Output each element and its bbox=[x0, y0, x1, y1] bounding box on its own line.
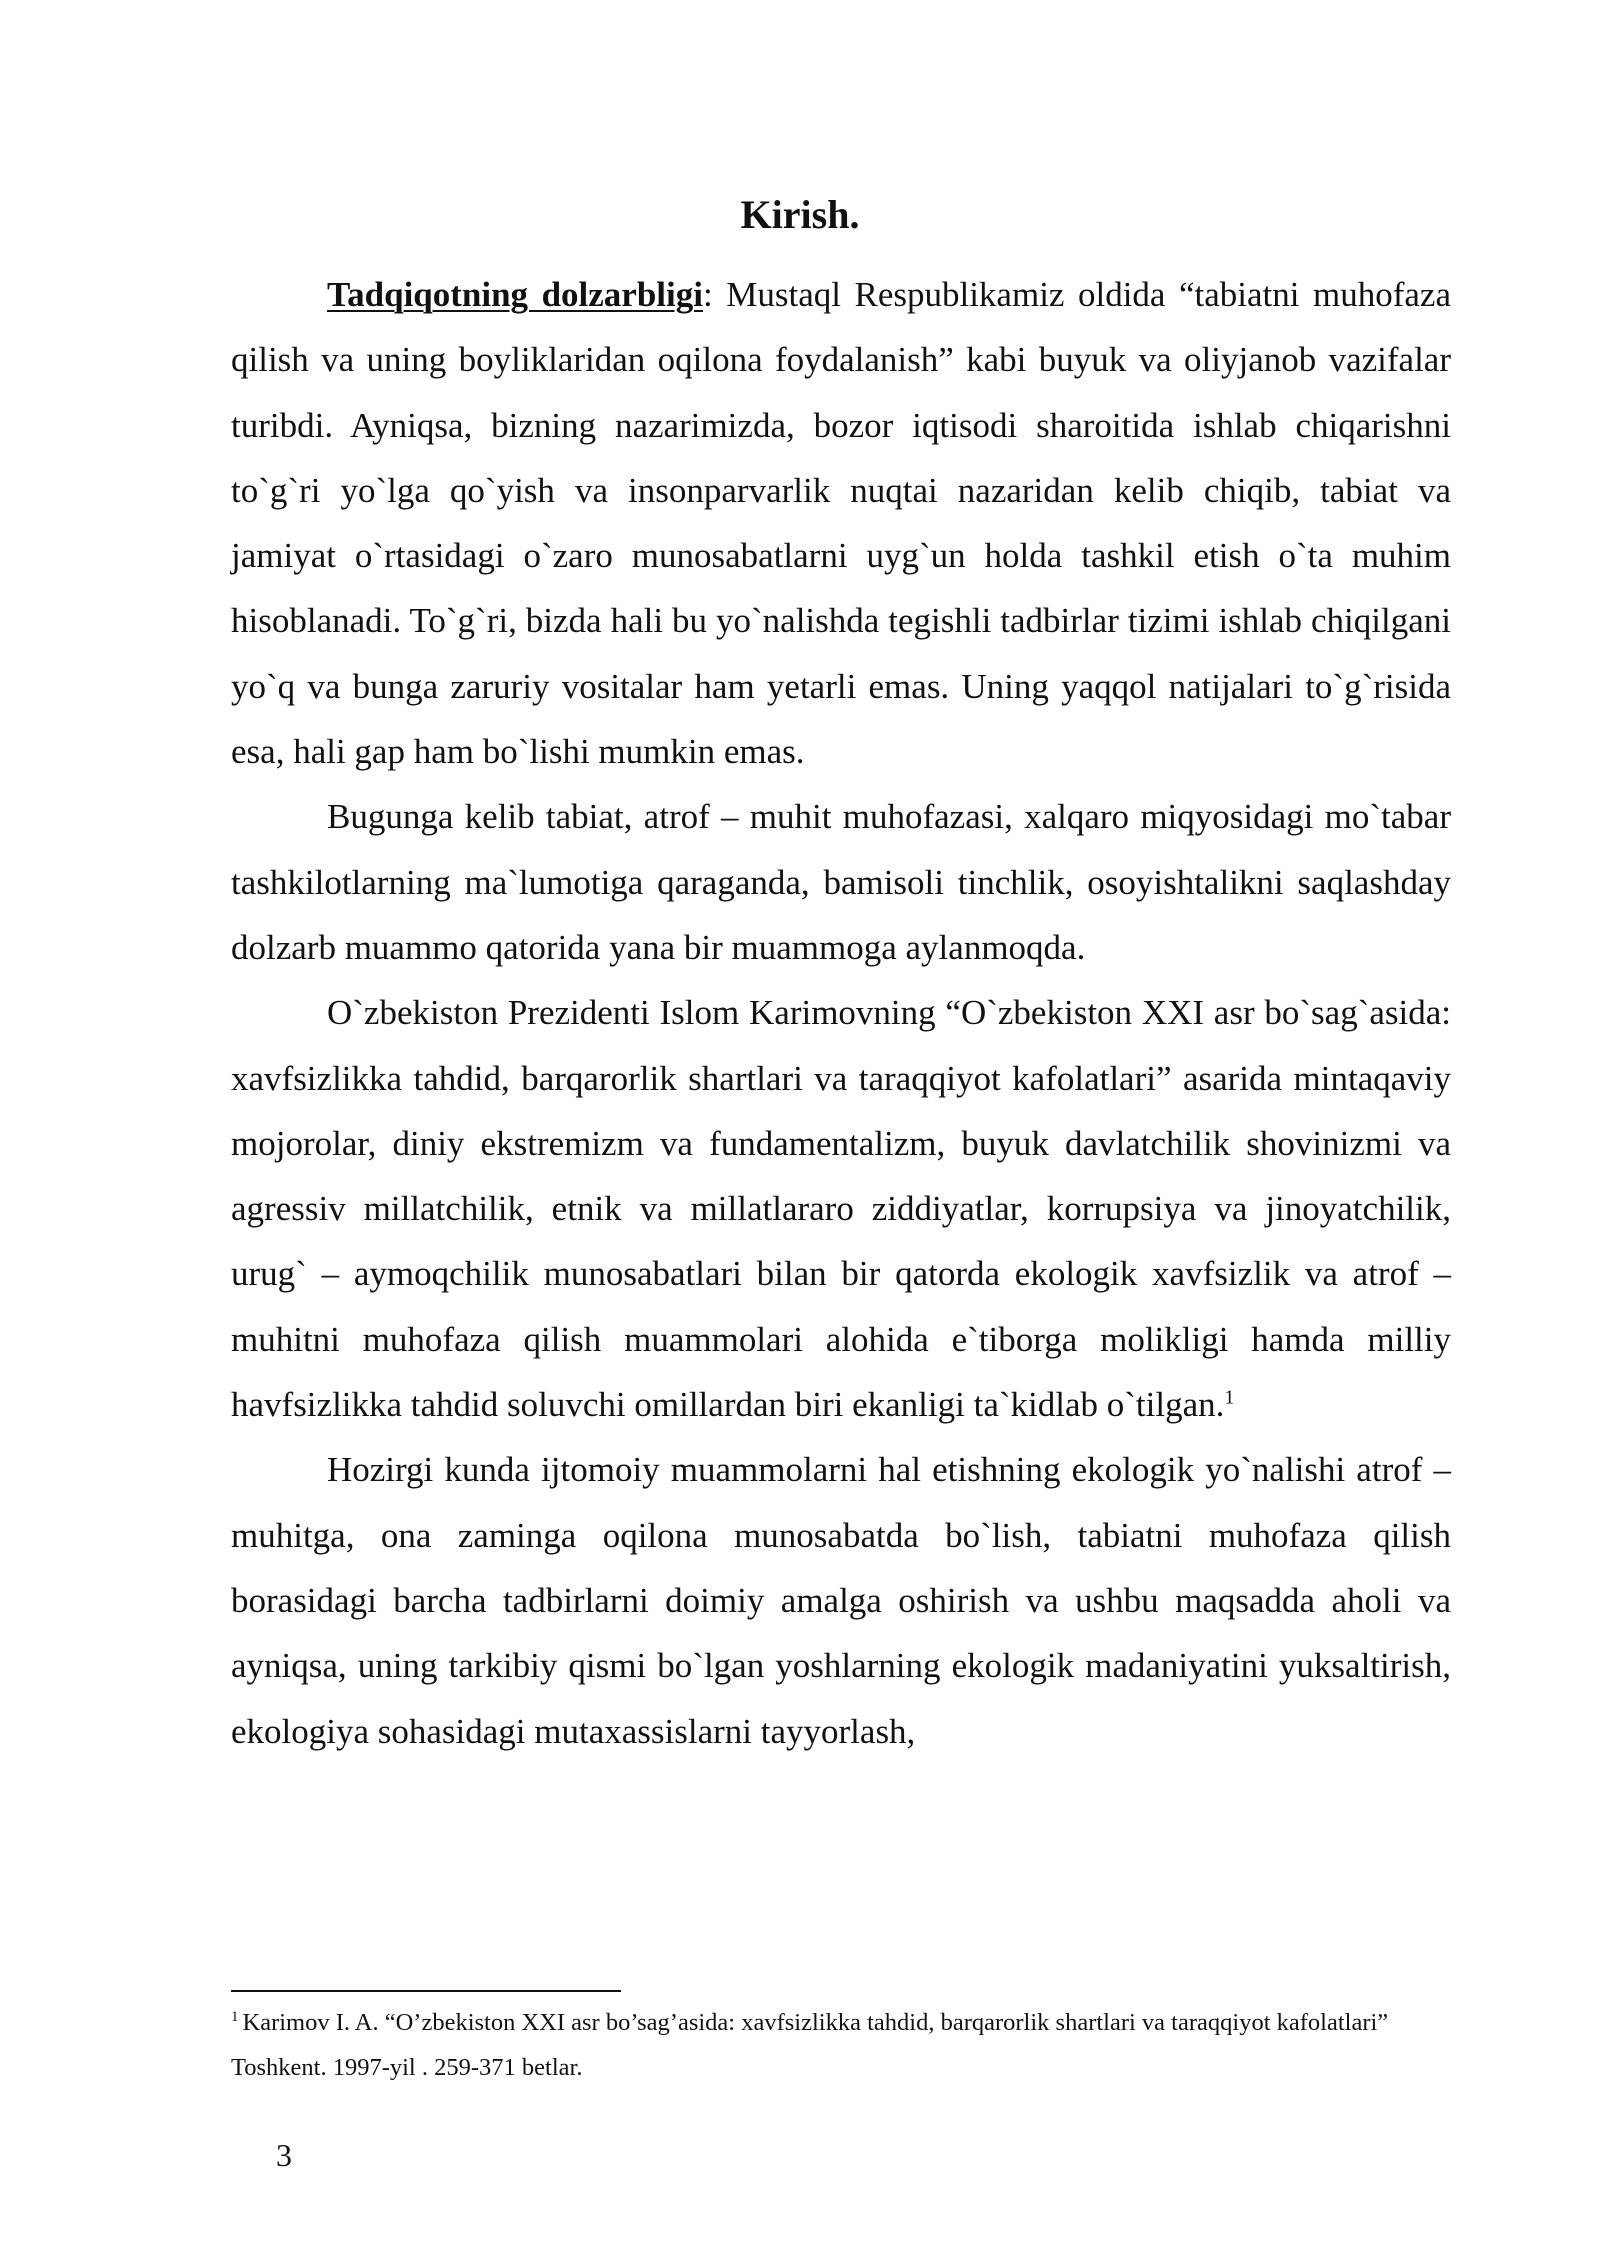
body-text bbox=[231, 262, 1451, 1764]
paragraph-text: Hozirgi kunda ijtomoiy muammolarni hal etishning ekologik yo`nalishi atrof – muhitga, ona zaminga oqilona munosabatda bo`lish, tabiatni muhofaza qilish borasidagi barcha tadbirlarni doimiy amalga oshirish va ushbu maqsadda aholi va ayniqsa, uning tarkibiy qismi bo`lgan yoshlarning ekologik madaniyatini yuksaltirish, ekologiya sohasidagi mutaxassislarni tayyorlash, bbox=[231, 1450, 1451, 1751]
paragraph-relevance bbox=[231, 262, 1451, 784]
relevance-heading-colon: : bbox=[702, 275, 713, 314]
paragraph-text: O`zbekiston Prezidenti Islom Karimovning “O`zbekiston XXI asr bo`sag`asida: xavfsizlikka tahdid, barqarorlik shartlari va taraqqiyot kafolatlari” asarida mintaqaviy mojorolar, diniy ekstremizm va fundamentalizm, buyuk davlatchilik shovinizmi va agressiv millatchilik, etnik va millatlararo ziddiyatlar, korrupsiya va jinoyatchilik, urug` – aymoqchilik munosabatlari bilan bir qatorda ekologik xavfsizlik va atrof – muhitni muhofaza qilish muammolari alohida e`tiborga molikligi hamda milliy havfsizlikka tahdid soluvchi omillardan biri ekanligi ta`kidlab o`tilgan. bbox=[231, 993, 1451, 1425]
paragraph-president-quote bbox=[231, 980, 1451, 1437]
footnote-separator bbox=[231, 1990, 621, 1992]
page-number: 3 bbox=[276, 2137, 292, 2173]
footnote-reference[interactable]: 1 bbox=[1224, 1386, 1235, 1409]
footnote-text: Karimov I. A. “O’zbekiston XXI asr bo’sag’asida: xavfsizlikka tahdid, barqarorlik shartlari va taraqqiyot kafolatlari” Toshkent. 1997-yil . 259-371 betlar. bbox=[231, 2009, 1389, 2081]
relevance-heading: Tadqiqotning dolzarbligi bbox=[327, 275, 703, 314]
paragraph-text: Bugunga kelib tabiat, atrof – muhit muhofazasi, xalqaro miqyosidagi mo`tabar tashkilotlarning ma`lumotiga qaraganda, bamisoli tinchlik, osoyishtalikni saqlashday dolzarb muammo qatorida yana bir muammoga aylanmoqda. bbox=[231, 797, 1451, 967]
paragraph-environment bbox=[231, 784, 1451, 980]
paragraph-text: Mustaql Respublikamiz oldida “tabiatni muhofaza qilish va uning boyliklaridan oqilona foydalanish” kabi buyuk va oliyjanob vazifalar turibdi. Ayniqsa, bizning nazarimizda, bozor iqtisodi sharoitida ishlab chiqarishni to`g`ri yo`lga qo`yish va insonparvarlik nuqtai nazaridan kelib chiqib, tabiat va jamiyat o`rtasidagi o`zaro munosabatlarni uyg`un holda tashkil etish o`ta muhim hisoblanadi. To`g`ri, bizda hali bu yo`nalishda tegishli tadbirlar tizimi ishlab chiqilgani yo`q va bunga zaruriy vositalar ham yetarli emas. Uning yaqqol natijalari to`g`risida esa, hali gap ham bo`lishi mumkin emas. bbox=[231, 275, 1451, 772]
page-title: Kirish. bbox=[740, 192, 860, 237]
footnote-mark: 1 bbox=[231, 2008, 239, 2025]
paragraph-ecological-direction bbox=[231, 1437, 1451, 1763]
footnote bbox=[231, 2000, 1451, 2090]
